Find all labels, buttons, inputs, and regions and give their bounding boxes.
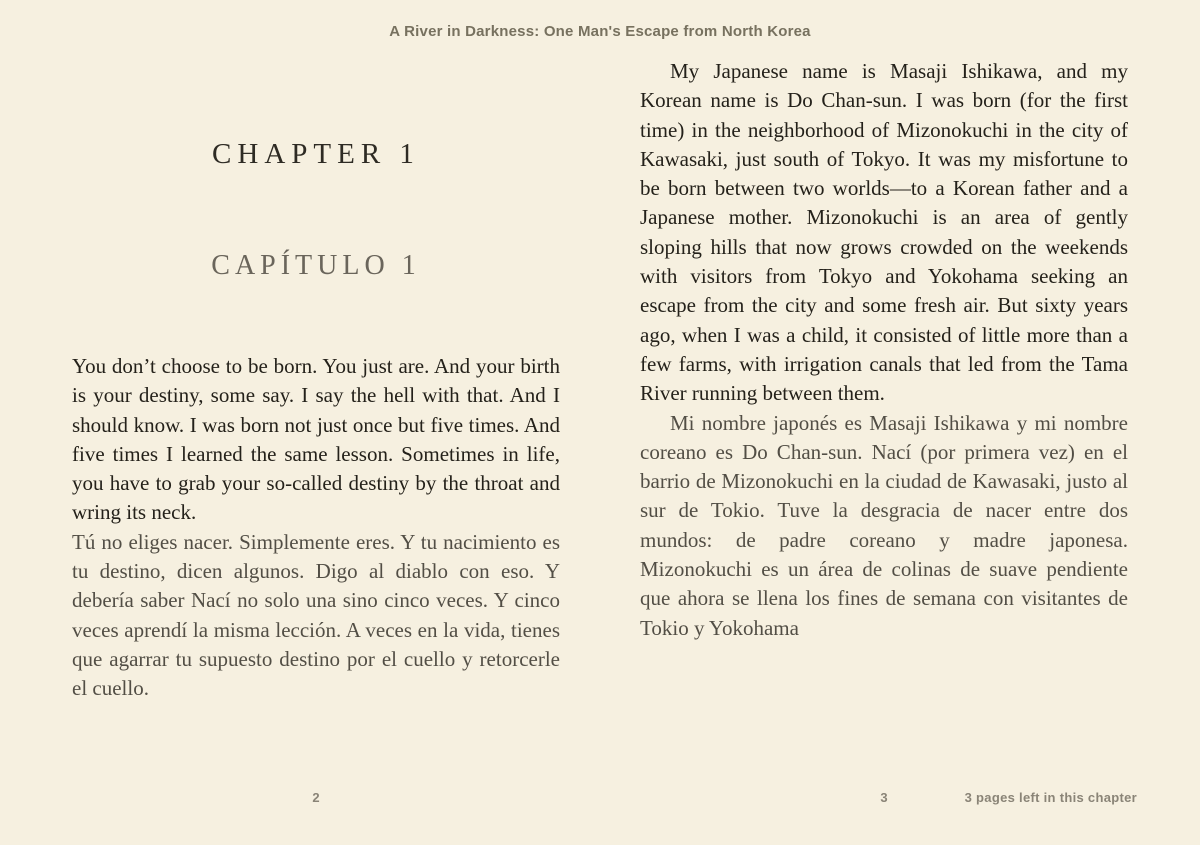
left-page-body bbox=[72, 352, 560, 704]
left-paragraph-english: You don’t choose to be born. You just are. And your birth is your destiny, some say. I say the hell with that. And I should know. I was born not just once but five times. And five times I learned the same lesson. Sometimes in life, you have to grab your so-called destiny by the throat and wring its neck. bbox=[72, 354, 560, 525]
right-paragraph-english: My Japanese name is Masaji Ishikawa, and my Korean name is Do Chan-sun. I was born (for the first time) in the neighborhood of Mizonokuchi in the city of Kawasaki, just south of Tokyo. It was my misfortune to be born between two worlds—to a Korean father and a Japanese mother. Mizonokuchi is an area of gently sloping hills that now grows crowded on the weekends with visitors from Tokyo and Yokohama seeking an escape from the city and some fresh air. But sixty years ago, when I was a child, it consisted of little more than a few farms, with irrigation canals that led from the Tama River running between them. bbox=[640, 59, 1128, 406]
right-page-number: 3 bbox=[880, 790, 888, 805]
right-paragraph-spanish: Mi nombre japonés es Masaji Ishikawa y mi nombre coreano es Do Chan-sun. Nací (por primera vez) en el barrio de Mizonokuchi en la ciudad de Kawasaki, justo al sur de Tokio. Tuve la desgracia de nacer entre dos mundos: de padre coreano y madre japonesa. Mizonokuchi es un área de colinas de suave pendiente que ahora se llena los fines de semana con visitantes de Tokio y Yokohama bbox=[640, 410, 1128, 640]
chapter-heading-english: CHAPTER 1 bbox=[212, 138, 420, 170]
left-page-number: 2 bbox=[312, 790, 320, 805]
right-page-body bbox=[640, 57, 1128, 643]
chapter-heading-spanish: CAPÍTULO 1 bbox=[211, 250, 421, 281]
right-page[interactable] bbox=[640, 0, 1128, 845]
left-page[interactable] bbox=[72, 0, 560, 845]
left-paragraph-spanish: Tú no eliges nacer. Simplemente eres. Y tu nacimiento es tu destino, dicen algunos. Digo al diablo con eso. Y debería saber Nací no solo una sino cinco veces. Y cinco veces aprendí la misma lección. A veces en la vida, tienes que agarrar tu supuesto destino por el cuello y retorcerle el cuello. bbox=[72, 529, 560, 701]
book-title-header: A River in Darkness: One Man's Escape from North Korea bbox=[389, 23, 811, 40]
pages-left-status: 3 pages left in this chapter bbox=[964, 790, 1137, 805]
